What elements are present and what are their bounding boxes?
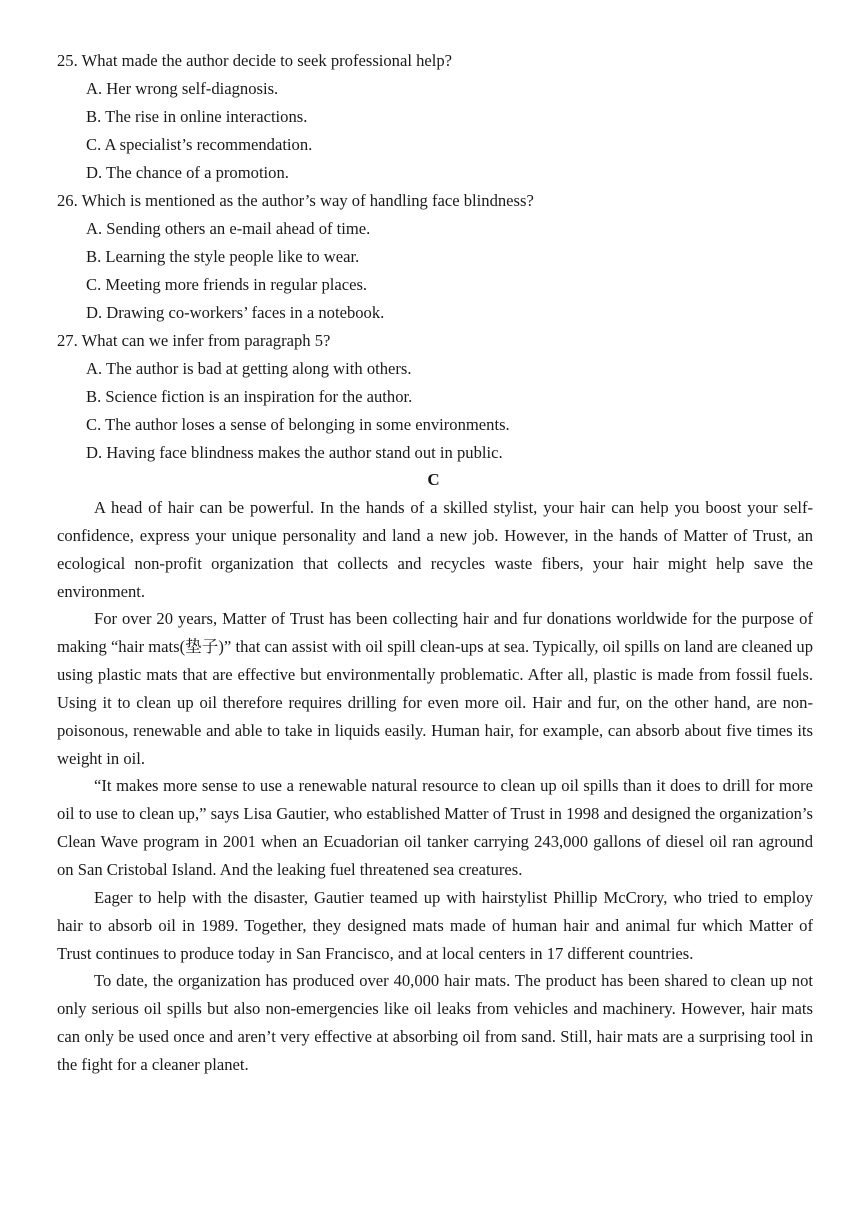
question-26-option-c: C. Meeting more friends in regular places.: [86, 275, 368, 294]
question-26-stem: 26. Which is mentioned as the author’s way of handling face blindness?: [57, 191, 534, 210]
passage-paragraph-3: “It makes more sense to use a renewable natural resource to clean up oil spills than it does to drill for more oil to use to clean up,” says Lisa Gautier, who established Matter of Trust in 1998 and designed the organization’s Clean Wave program in 2001 when an Ecuadorian oil tanker carrying 243,000 gallons of diesel oil ran aground on San Cristobal Island. And the leaking fuel threatened sea creatures.: [57, 776, 813, 879]
passage-paragraph-4: Eager to help with the disaster, Gautier teamed up with hairstylist Phillip McCrory, who tried to employ hair to absorb oil in 1989. Together, they designed mats made of human hair and animal fur which Matter of Trust continues to produce today in San Francisco, and at local centers in 17 different countries.: [57, 887, 813, 963]
question-26-option-d: D. Drawing co-workers’ faces in a notebook.: [86, 303, 385, 322]
question-27-stem: 27. What can we infer from paragraph 5?: [57, 331, 331, 350]
question-27-option-b: B. Science fiction is an inspiration for the author.: [86, 387, 413, 406]
question-25-option-b: B. The rise in online interactions.: [86, 107, 308, 126]
passage-paragraph-5: To date, the organization has produced over 40,000 hair mats. The product has been shared to clean up not only serious oil spills but also non-emergencies like oil leaks from vehicles and machinery. However, hair mats can only be used once and aren’t very effective at absorbing oil from sand. Still, hair mats are a surprising tool in the fight for a cleaner planet.: [57, 971, 813, 1074]
passage-paragraph-1: A head of hair can be powerful. In the hands of a skilled stylist, your hair can help you boost your self-confidence, express your unique personality and land a new job. However, in the hands of Matter of Trust, an ecological non-profit organization that collects and recycles waste fibers, your hair might help save the environment.: [57, 498, 813, 601]
section-heading: C: [427, 470, 440, 489]
question-25-option-c: C. A specialist’s recommendation.: [86, 135, 313, 154]
question-25-option-a: A. Her wrong self-diagnosis.: [86, 79, 279, 98]
question-26-option-a: A. Sending others an e-mail ahead of time.: [86, 219, 371, 238]
passage-paragraph-2: For over 20 years, Matter of Trust has been collecting hair and fur donations worldwide for the purpose of making “hair mats(垫子)” that can assist with oil spill clean-ups at sea. Typically, oil spills on land are cleaned up using plastic mats that are effective but environmentally problematic. After all, plastic is made from fossil fuels. Using it to clean up oil therefore requires drilling for even more oil. Hair and fur, on the other hand, are non-poisonous, renewable and able to take in liquids easily. Human hair, for example, can absorb about five times its weight in oil.: [57, 609, 813, 768]
question-27-option-c: C. The author loses a sense of belonging in some environments.: [86, 415, 510, 434]
question-27-option-d: D. Having face blindness makes the author stand out in public.: [86, 443, 503, 462]
question-26-option-b: B. Learning the style people like to wear.: [86, 247, 360, 266]
question-25-option-d: D. The chance of a promotion.: [86, 163, 289, 182]
reading-passage: [57, 494, 813, 1079]
question-27-option-a: A. The author is bad at getting along with others.: [86, 359, 412, 378]
question-25-stem: 25. What made the author decide to seek professional help?: [57, 51, 453, 70]
